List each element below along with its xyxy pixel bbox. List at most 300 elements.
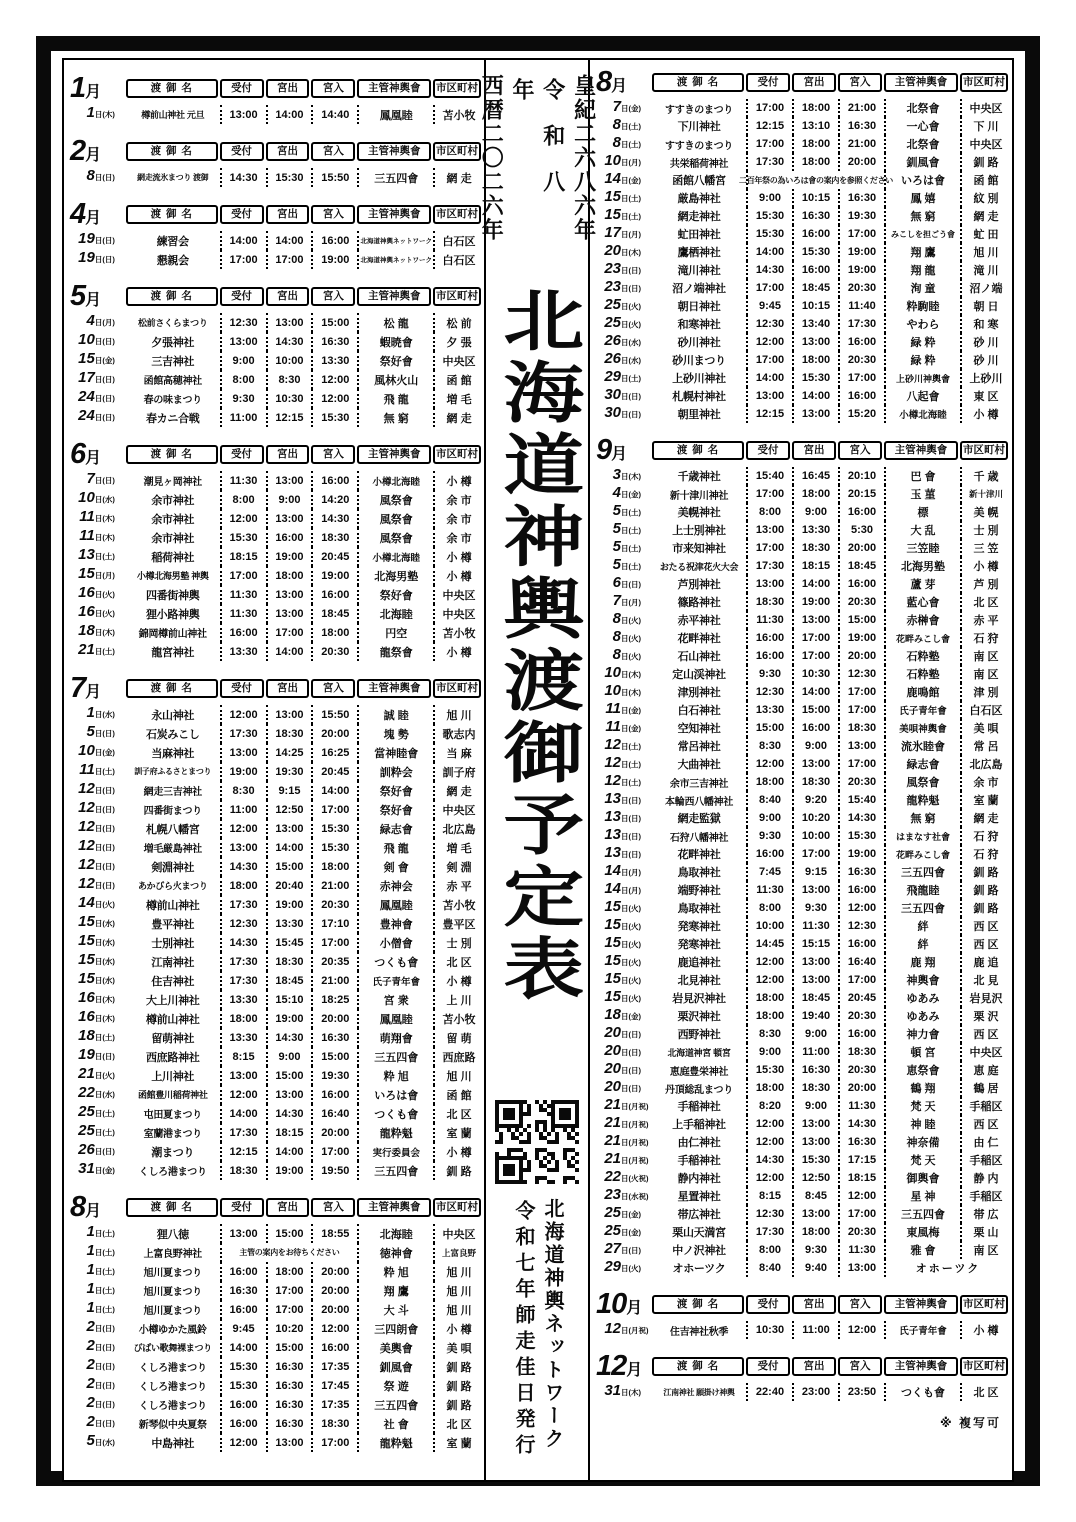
date-weekday: 日(月祝) [621, 1326, 649, 1335]
association-cell: 蝦暁會 [357, 332, 433, 351]
date-number: 12 [604, 772, 621, 789]
municipality-cell: 白石区 [433, 231, 483, 250]
month-label [66, 279, 126, 312]
column-header-name: 渡 御 名 [126, 205, 218, 224]
association-cell: 鳳 嬉 [884, 189, 960, 207]
column-header-departure: 宮出 [266, 205, 310, 224]
departure-time-cell: 9:40 [792, 1259, 838, 1277]
date-cell [66, 566, 126, 585]
reception-time-cell: 10:30 [746, 1321, 792, 1339]
reception-time-cell: 12:30 [746, 683, 792, 701]
date-weekday: 日(土) [94, 1286, 115, 1295]
column-header-municipality: 市区町村 [433, 445, 481, 464]
merged-region-cell: オホーツク [884, 1259, 1010, 1277]
departure-time-cell: 9:00 [792, 1025, 838, 1043]
association-cell: 緑志會 [884, 755, 960, 773]
departure-time-cell: 9:20 [792, 791, 838, 809]
table-row [592, 737, 1011, 755]
table-row [66, 1433, 483, 1452]
association-cell: 小樽北海睦 [357, 547, 433, 566]
association-cell: 翔 鷹 [357, 1281, 433, 1300]
date-weekday: 日(土) [621, 194, 641, 203]
departure-time-cell: 9:15 [792, 863, 838, 881]
reception-time-cell: 14:30 [746, 261, 792, 279]
procession-name-cell: 網走流氷まつり 渡御 [137, 173, 209, 182]
month-number: 8 [596, 65, 612, 98]
municipality-cell: 沼ノ端 [960, 279, 1010, 297]
date-number: 15 [604, 970, 621, 987]
date-cell [66, 1142, 126, 1161]
reception-time-cell: 11:30 [746, 611, 792, 629]
date-cell [592, 117, 652, 135]
reception-time-cell: 17:30 [746, 153, 792, 171]
reception-time-cell: 15:30 [220, 1376, 266, 1395]
schedule-note-cell: 二百年祭の為いろは會の案内を参照ください [746, 171, 884, 189]
return-time-cell: 19:50 [311, 1161, 357, 1180]
date-cell [592, 1097, 652, 1115]
association-cell: 美輿會 [357, 1338, 433, 1357]
table-row [592, 261, 1011, 279]
procession-name-cell: 砂川神社 [677, 337, 721, 349]
municipality-cell: 小 樽 [433, 971, 483, 990]
procession-name-cell: 星置神社 [677, 1191, 721, 1203]
date-number: 5 [612, 502, 621, 519]
association-cell: 粋 旭 [357, 1262, 433, 1281]
departure-time-cell: 18:00 [266, 1262, 312, 1281]
association-cell: 氏子青年會 [884, 701, 960, 719]
table-row [66, 743, 483, 762]
procession-name-cell: 市来知神社 [672, 543, 726, 555]
municipality-cell: 夕 張 [433, 332, 483, 351]
month-label [66, 134, 126, 167]
date-number: 1 [86, 1223, 95, 1240]
return-time-cell: 17:00 [838, 701, 884, 719]
date-weekday: 日(日) [94, 824, 115, 833]
departure-time-cell: 18:00 [792, 99, 838, 117]
reception-time-cell: 16:30 [220, 1281, 266, 1300]
municipality-cell: 士 別 [960, 521, 1010, 539]
procession-name-cell: 滝川神社 [677, 265, 721, 277]
return-time-cell: 20:00 [838, 647, 884, 665]
association-cell: 飛龍睦 [884, 881, 960, 899]
procession-name-cell: 中島神社 [151, 1437, 195, 1450]
return-time-cell: 20:00 [311, 1300, 357, 1319]
procession-name-cell: 津別神社 [677, 687, 721, 699]
reception-time-cell: 11:30 [220, 585, 266, 604]
association-cell: 大 斗 [357, 1300, 433, 1319]
municipality-cell: 豊平区 [433, 914, 483, 933]
date-cell [592, 629, 652, 647]
reception-time-cell: 12:00 [746, 333, 792, 351]
procession-name-cell: 定山渓神社 [672, 669, 726, 681]
table-row [592, 899, 1011, 917]
municipality-cell: 西 区 [960, 935, 1010, 953]
procession-name-cell: 鹿追神社 [677, 957, 721, 969]
month-header-row [592, 65, 1011, 98]
return-time-cell: 14:30 [838, 1115, 884, 1133]
reception-time-cell: 14:00 [746, 243, 792, 261]
municipality-cell: 美 唄 [960, 719, 1010, 737]
association-cell: 巴 會 [884, 467, 960, 485]
date-weekday: 日(土) [621, 140, 641, 149]
column-header-return: 宮入 [311, 445, 355, 464]
departure-time-cell: 19:30 [266, 762, 312, 781]
date-number: 12 [78, 837, 95, 854]
column-header-name: 渡 御 名 [652, 1295, 744, 1314]
table-row [66, 800, 483, 819]
date-cell [66, 1414, 126, 1433]
date-weekday: 日(日) [94, 843, 115, 852]
date-number: 2 [86, 1394, 95, 1411]
date-weekday: 日(土) [621, 508, 641, 517]
table-row [592, 881, 1011, 899]
municipality-cell: 釧 路 [960, 881, 1010, 899]
date-weekday: 日(火) [621, 616, 641, 625]
month-label [66, 71, 126, 104]
date-cell [592, 719, 652, 737]
date-number: 30 [604, 386, 621, 403]
departure-time-cell: 17:00 [792, 845, 838, 863]
procession-name-cell: 西野神社 [677, 1029, 721, 1041]
association-cell: つくも會 [884, 1383, 960, 1401]
procession-name-cell: 芦別神社 [677, 579, 721, 591]
table-row [66, 547, 483, 566]
date-cell [66, 389, 126, 408]
reception-time-cell: 18:00 [746, 773, 792, 791]
date-number: 6 [612, 574, 621, 591]
date-weekday: 日(水) [94, 919, 115, 928]
association-cell: 恵祭會 [884, 1061, 960, 1079]
date-weekday: 日(金) [621, 706, 641, 715]
date-weekday: 日(日) [621, 1030, 641, 1039]
procession-name-cell: くしろ港まつり [138, 1382, 207, 1393]
departure-time-cell: 11:00 [792, 1321, 838, 1339]
municipality-cell: 余 市 [433, 509, 483, 528]
departure-time-cell: 16:45 [792, 467, 838, 485]
date-weekday: 日(火) [94, 1071, 115, 1080]
date-cell [592, 953, 652, 971]
reception-time-cell: 15:40 [746, 467, 792, 485]
departure-time-cell: 19:00 [266, 895, 312, 914]
municipality-cell: 松 前 [433, 313, 483, 332]
return-time-cell: 16:40 [838, 953, 884, 971]
date-cell [592, 387, 652, 405]
reception-time-cell: 14:30 [746, 1151, 792, 1169]
date-weekday: 日(木) [621, 248, 641, 257]
reception-time-cell: 15:30 [746, 225, 792, 243]
date-cell [66, 509, 126, 528]
reception-time-cell: 12:00 [220, 1085, 266, 1104]
date-weekday: 日(日) [94, 1147, 115, 1156]
month-label [592, 65, 652, 98]
column-header-return: 宮入 [838, 73, 882, 92]
association-cell: 小樽北海睦 [357, 471, 433, 490]
association-cell: ゆあみ [884, 1007, 960, 1025]
date-weekday: 日(日) [94, 173, 115, 182]
date-number: 25 [604, 1204, 621, 1221]
procession-name-cell: 帯広神社 [677, 1209, 721, 1221]
reception-time-cell: 12:15 [746, 405, 792, 423]
table-row [66, 168, 483, 187]
date-weekday: 日(日) [94, 476, 115, 485]
departure-time-cell: 13:30 [792, 521, 838, 539]
table-row [592, 809, 1011, 827]
table-row [592, 225, 1011, 243]
association-cell: 御輿會 [884, 1169, 960, 1187]
date-cell [66, 408, 126, 427]
procession-name-cell: 訓子府ふるさとまつり [134, 767, 212, 776]
return-time-cell: 19:30 [311, 1066, 357, 1085]
procession-name-cell: 共栄稲荷神社 [669, 158, 729, 170]
table-row [66, 231, 483, 250]
month-number: 12 [596, 1349, 627, 1382]
table-row [592, 647, 1011, 665]
return-time-cell: 16:00 [838, 881, 884, 899]
schedule-note-cell: 主管の案内をお待ちください [220, 1243, 358, 1262]
municipality-cell: 余 市 [433, 528, 483, 547]
reception-time-cell: 14:00 [746, 369, 792, 387]
reception-time-cell: 8:00 [746, 1241, 792, 1259]
departure-time-cell: 12:15 [266, 408, 312, 427]
procession-name-cell: 丹頂総乱まつり [665, 1084, 733, 1096]
month-section [66, 1190, 483, 1452]
association-cell: 北海道神輿ネットワーク [357, 250, 433, 269]
municipality-cell: 室 蘭 [960, 791, 1010, 809]
column-header-municipality: 市区町村 [433, 79, 481, 98]
return-time-cell: 16:00 [311, 471, 357, 490]
date-cell [592, 1133, 652, 1151]
municipality-cell: 中央区 [433, 604, 483, 623]
date-number: 5 [612, 520, 621, 537]
departure-time-cell: 13:00 [792, 953, 838, 971]
date-number: 3 [612, 466, 621, 483]
date-number: 31 [604, 1382, 621, 1399]
column-header-departure: 宮出 [792, 1357, 836, 1376]
table-row [592, 1223, 1011, 1241]
date-number: 13 [78, 546, 95, 563]
municipality-cell: 苫小牧 [433, 1009, 483, 1028]
date-number: 21 [604, 1096, 621, 1113]
return-time-cell: 14:20 [311, 490, 357, 509]
center-column [479, 60, 597, 1480]
return-time-cell: 20:45 [311, 762, 357, 781]
column-header-association: 主管神輿會 [884, 441, 958, 460]
month-header-row [66, 1190, 483, 1223]
date-weekday: 日(火) [621, 994, 641, 1003]
municipality-cell: 由 仁 [960, 1133, 1010, 1151]
association-cell: 祭 遊 [357, 1376, 433, 1395]
date-number: 26 [604, 350, 621, 367]
return-time-cell: 15:30 [311, 819, 357, 838]
departure-time-cell: 13:00 [792, 611, 838, 629]
procession-name-cell: 函館八幡宮 [672, 175, 726, 187]
month-unit: 月 [85, 83, 102, 101]
reception-time-cell: 13:00 [220, 1066, 266, 1085]
copy-permission-note: ※ 複写可 [939, 1416, 1001, 1430]
association-cell: 赤神会 [357, 876, 433, 895]
association-cell: 蘆 芽 [884, 575, 960, 593]
date-weekday: 日(土) [621, 760, 641, 769]
month-section [66, 671, 483, 1180]
date-weekday: 日(日) [94, 1052, 115, 1061]
column-header-return: 宮入 [311, 679, 355, 698]
return-time-cell: 18:30 [838, 719, 884, 737]
left-schedule-panel [64, 60, 484, 1480]
return-time-cell: 16:30 [838, 1133, 884, 1151]
date-cell [592, 647, 652, 665]
table-row [592, 827, 1011, 845]
date-number: 12 [604, 1320, 621, 1337]
return-time-cell: 12:30 [838, 917, 884, 935]
month-section [592, 433, 1011, 1277]
date-cell [592, 557, 652, 575]
return-time-cell: 21:00 [838, 99, 884, 117]
date-number: 18 [78, 622, 95, 639]
reception-time-cell: 18:00 [220, 1009, 266, 1028]
procession-name-cell: くしろ港まつり [138, 1401, 207, 1412]
municipality-cell: 増 毛 [433, 838, 483, 857]
departure-time-cell: 15:00 [266, 1224, 312, 1243]
date-cell [592, 611, 652, 629]
return-time-cell: 15:20 [838, 405, 884, 423]
date-weekday: 日(日) [94, 255, 115, 264]
column-header-reception: 受付 [220, 142, 264, 161]
procession-name-cell: 四番街神輿 [145, 589, 200, 602]
return-time-cell: 17:45 [311, 1376, 357, 1395]
date-cell [592, 189, 652, 207]
association-cell: 石粋塾 [884, 665, 960, 683]
date-weekday: 日(土) [94, 1229, 115, 1238]
qr-code [493, 1098, 581, 1186]
date-number: 15 [78, 350, 95, 367]
procession-name-cell: 樽前山神社 [145, 899, 200, 912]
municipality-cell: 訓子府 [433, 762, 483, 781]
table-row [66, 1066, 483, 1085]
procession-name-cell: 和寒神社 [677, 319, 721, 331]
column-header-name: 渡 御 名 [652, 73, 744, 92]
municipality-cell: 北 区 [960, 593, 1010, 611]
reception-time-cell: 16:00 [220, 1414, 266, 1433]
column-header-association: 主管神輿會 [357, 205, 431, 224]
procession-name-cell: おたる祝津花火大会 [659, 561, 739, 572]
return-time-cell: 16:40 [311, 1104, 357, 1123]
municipality-cell: 南 区 [960, 647, 1010, 665]
date-number: 1 [86, 1299, 95, 1316]
date-number: 5 [612, 556, 621, 573]
return-time-cell: 20:00 [311, 724, 357, 743]
month-section [592, 1287, 1011, 1339]
date-number: 19 [78, 1046, 95, 1063]
departure-time-cell: 10:30 [266, 389, 312, 408]
association-cell: 小僧會 [357, 933, 433, 952]
date-weekday: 日(金) [621, 490, 641, 499]
procession-name-cell: 岩見沢神社 [672, 993, 726, 1005]
column-header-departure: 宮出 [266, 287, 310, 306]
departure-time-cell: 17:00 [266, 623, 312, 642]
date-cell [592, 225, 652, 243]
departure-time-cell: 13:00 [792, 1115, 838, 1133]
procession-name-cell: 石炭みこし [145, 728, 200, 741]
date-number: 1 [86, 104, 95, 121]
date-cell [592, 665, 652, 683]
procession-name-cell: 鳥取神社 [677, 903, 721, 915]
association-cell: 釧風會 [357, 1357, 433, 1376]
association-cell: 三笠睦 [884, 539, 960, 557]
procession-name-cell: 上砂川神社 [672, 373, 726, 385]
date-weekday: 日(日) [94, 1400, 115, 1409]
reception-time-cell: 13:00 [220, 743, 266, 762]
date-cell [66, 800, 126, 819]
date-cell [66, 370, 126, 389]
reception-time-cell: 13:00 [746, 575, 792, 593]
table-row [592, 665, 1011, 683]
departure-time-cell: 17:00 [792, 629, 838, 647]
procession-name-cell: 新十津川神社 [669, 490, 729, 502]
date-cell [66, 1262, 126, 1281]
departure-time-cell: 10:00 [266, 351, 312, 370]
departure-time-cell: 9:30 [792, 1241, 838, 1259]
table-row [66, 838, 483, 857]
month-number: 8 [70, 1190, 86, 1223]
return-time-cell: 20:15 [838, 485, 884, 503]
date-weekday: 日(木) [94, 514, 115, 523]
return-time-cell: 16:00 [311, 585, 357, 604]
association-cell: 飛 龍 [357, 389, 433, 408]
procession-name-cell: 余市神社 [151, 513, 195, 526]
date-number: 22 [78, 1084, 95, 1101]
date-number: 13 [604, 808, 621, 825]
date-cell [592, 207, 652, 225]
procession-name-cell: 士別神社 [151, 937, 195, 950]
municipality-cell: 上 川 [433, 990, 483, 1009]
reception-time-cell: 8:30 [746, 737, 792, 755]
date-weekday: 日(日) [621, 1048, 641, 1057]
column-header-municipality: 市区町村 [960, 73, 1008, 92]
month-section [592, 65, 1011, 423]
date-number: 20 [604, 242, 621, 259]
column-header-departure: 宮出 [266, 79, 310, 98]
date-number: 12 [604, 754, 621, 771]
date-cell [592, 1241, 652, 1259]
procession-name-cell: 篠路神社 [677, 597, 721, 609]
departure-time-cell: 14:00 [266, 642, 312, 661]
column-header-departure: 宮出 [266, 445, 310, 464]
date-weekday: 日(月祝) [621, 1120, 649, 1129]
table-row [66, 370, 483, 389]
table-row [592, 467, 1011, 485]
date-number: 1 [86, 1280, 95, 1297]
reception-time-cell: 9:00 [746, 809, 792, 827]
table-row [66, 895, 483, 914]
return-time-cell: 13:00 [838, 1259, 884, 1277]
reception-time-cell: 8:20 [746, 1097, 792, 1115]
association-cell: いろは會 [884, 171, 960, 189]
municipality-cell: 小 樽 [433, 1319, 483, 1338]
date-cell [66, 1028, 126, 1047]
reception-time-cell: 8:00 [220, 370, 266, 389]
reception-time-cell: 11:00 [220, 408, 266, 427]
table-row [66, 604, 483, 623]
return-time-cell: 20:30 [838, 773, 884, 791]
date-weekday: 日(日) [94, 1381, 115, 1390]
reception-time-cell: 9:45 [746, 297, 792, 315]
association-cell: 洵 童 [884, 279, 960, 297]
departure-time-cell: 15:30 [792, 1151, 838, 1169]
column-header-return: 宮入 [311, 1198, 355, 1217]
departure-time-cell: 18:30 [792, 1079, 838, 1097]
date-cell [592, 1115, 652, 1133]
date-cell [592, 773, 652, 791]
